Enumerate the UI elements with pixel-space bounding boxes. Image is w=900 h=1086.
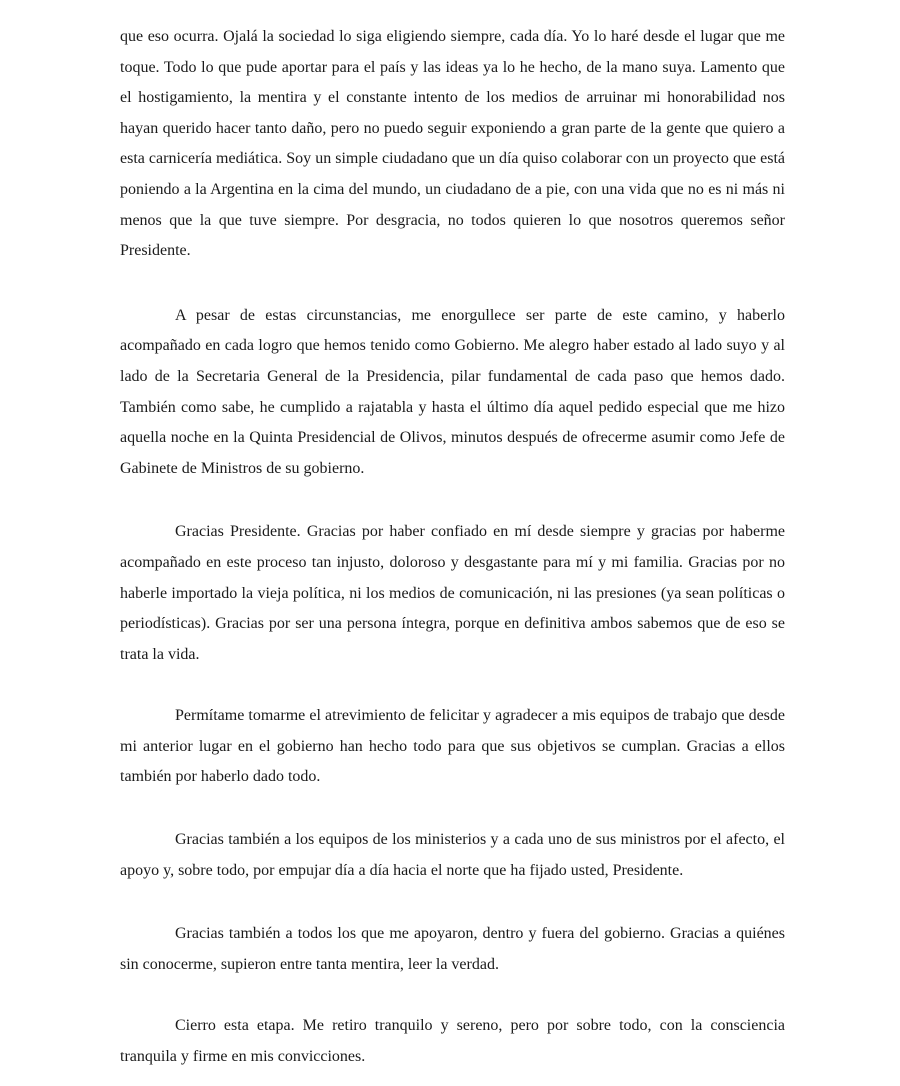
paragraph-thanks-president: Gracias Presidente. Gracias por haber confiado en mí desde siempre y gracias por haberme acompañado en este proceso tan injusto, doloroso y desgastante para mí y mi familia. Gracias por no haberle importado la vieja política, ni los medios de comunicación, ni las presiones (ya sean políticas o periodísticas). Gracias por ser una persona íntegra, porque en definitiva ambos sabemos que de eso se trata la vida. [120,523,785,663]
paragraph-thanks-teams: Permítame tomarme el atrevimiento de felicitar y agradecer a mis equipos de trabajo que desde mi anterior lugar en el gobierno han hecho todo para que sus objetivos se cumplan. Gracias a ellos también por haberlo dado todo. [120,707,785,786]
paragraph-pride: A pesar de estas circunstancias, me enorgullece ser parte de este camino, y haberlo acompañado en cada logro que hemos tenido como Gobierno. Me alegro haber estado al lado suyo y al lado de la Secretaria General de la Presidencia, pilar fundamental de cada paso que hemos dado. También como sabe, he cumplido a rajatabla y hasta el último día aquel pedido especial que me hizo aquella noche en la Quinta Presidencial de Olivos, minutos después de ofrecerme asumir como Jefe de Gabinete de Ministros de su gobierno. [120,306,785,477]
paragraph-closing: Cierro esta etapa. Me retiro tranquilo y sereno, pero por sobre todo, con la consciencia tranquila y firme en mis convicciones. [120,1017,785,1066]
paragraph-thanks-supporters: Gracias también a todos los que me apoyaron, dentro y fuera del gobierno. Gracias a quiénes sin conocerme, supieron entre tanta mentira, leer la verdad. [120,925,785,973]
paragraph-thanks-ministries: Gracias también a los equipos de los ministerios y a cada uno de sus ministros por el afecto, el apoyo y, sobre todo, por empujar día a día hacia el norte que ha fijado usted, Presidente. [120,831,785,879]
paragraph-continuation: que eso ocurra. Ojalá la sociedad lo siga eligiendo siempre, cada día. Yo lo haré desde el lugar que me toque. Todo lo que pude aportar para el país y las ideas ya lo he hecho, de la mano suya. Lamento que el hostigamiento, la mentira y el constante intento de los medios de arruinar mi honorabilidad nos hayan querido hacer tanto daño, pero no puedo seguir exponiendo a gran parte de la gente que quiero a esta carnicería mediática. Soy un simple ciudadano que un día quiso colaborar con un proyecto que está poniendo a la Argentina en la cima del mundo, un ciudadano de a pie, con una vida que no es ni más ni menos que la que tuve siempre. Por desgracia, no todos quieren lo que nosotros queremos señor Presidente. [120,28,785,260]
letter-page [120,22,785,1073]
